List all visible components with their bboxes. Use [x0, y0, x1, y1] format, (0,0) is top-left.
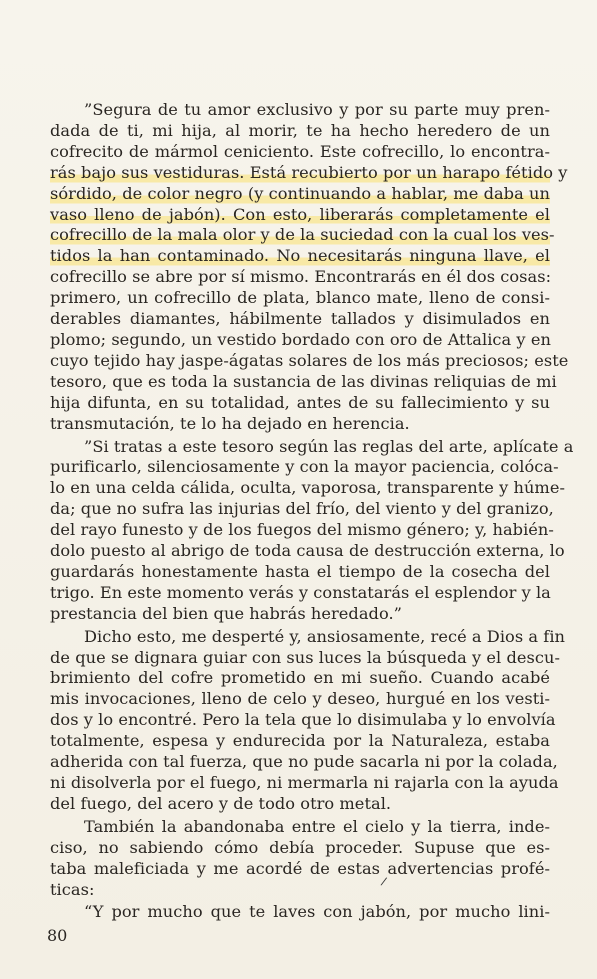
text-line: da; que no sufra las injurias del frío, del viento y del granizo, — [50, 499, 554, 519]
text-line: plomo; segundo, un vestido bordado con oro de Attalica y en — [50, 329, 551, 349]
page-number: 80 — [47, 926, 68, 945]
text-line: cofrecito de mármol ceniciento. Este cofrecillo, lo encontra- — [50, 141, 550, 161]
text-line: totalmente, espesa y endurecida por la Naturaleza, estaba — [50, 731, 550, 751]
body-text — [50, 100, 574, 925]
text-line: primero, un cofrecillo de plata, blanco mate, lleno de consi- — [50, 288, 550, 308]
paragraph-4 — [50, 817, 550, 901]
text-line: También la abandonaba entre el cielo y la tierra, inde- — [84, 816, 550, 836]
text-line: ”Si tratas a este tesoro según las reglas del arte, aplícate a — [84, 436, 574, 456]
text-line: tesoro, que es toda la sustancia de las divinas reliquias de mi — [50, 371, 557, 391]
pen-mark-icon: / — [379, 874, 388, 889]
text-line: dolo puesto al abrigo de toda causa de destrucción externa, lo — [50, 541, 565, 561]
text-line: lo en una celda cálida, oculta, vaporosa, transparente y húme- — [50, 478, 565, 498]
text-line: adherida con tal fuerza, que no pude sacarla ni por la colada, — [50, 752, 558, 772]
paragraph-2 — [50, 436, 574, 625]
text-line: ”Segura de tu amor exclusivo y por su parte muy pren- — [84, 100, 550, 119]
paragraph-5 — [50, 902, 550, 923]
text-line: trigo. En este momento verás y constatarás el esplendor y la — [50, 582, 551, 602]
text-line: brimiento del cofre prometido en mi sueño. Cuando acabé — [50, 668, 550, 688]
text-line: de que se dignara guiar con sus luces la búsqueda y el descu- — [50, 647, 560, 667]
highlighted-line: rás bajo sus vestiduras. Está recubierto por un harapo fétido y — [50, 162, 568, 182]
highlighted-line: sórdido, de color negro (y continuando a hablar, me daba un — [50, 183, 550, 203]
highlighted-line: tidos la han contaminado. No necesitarás ninguna llave, el — [50, 246, 550, 266]
text-line: Dicho esto, me desperté y, ansiosamente, recé a Dios a fin — [84, 626, 566, 646]
highlighted-line: cofrecillo de la mala olor y de la suciedad con la cual los ves- — [50, 225, 555, 245]
text-line: dada de ti, mi hija, al morir, te ha hecho heredero de un — [50, 120, 550, 140]
text-line: dos y lo encontré. Pero la tela que lo disimulaba y lo envolvía — [50, 710, 556, 730]
text-line: ticas: — [50, 879, 95, 899]
text-line: derables diamantes, hábilmente tallados y disimulados en — [50, 309, 550, 329]
text-line: “Y por mucho que te laves con jabón, por mucho lini- — [84, 902, 550, 922]
text-line: purificarlo, silenciosamente y con la mayor paciencia, colóca- — [50, 457, 559, 477]
text-line: taba maleficiada y me acordé de estas advertencias profé- — [50, 858, 550, 878]
text-line: cofrecillo se abre por sí mismo. Encontrarás en él dos cosas: — [50, 267, 552, 287]
text-line: transmutación, te lo ha dejado en herencia. — [50, 413, 410, 433]
text-line: hija difunta, en su totalidad, antes de su fallecimiento y su — [50, 392, 550, 412]
text-line: del rayo funesto y de los fuegos del mismo género; y, habién- — [50, 520, 554, 540]
highlighted-line: vaso lleno de jabón). Con esto, liberarás completamente el — [50, 204, 550, 224]
text-line: guardarás honestamente hasta el tiempo de la cosecha del — [50, 561, 550, 581]
text-line: ciso, no sabiendo cómo debía proceder. Supuse que es- — [50, 837, 550, 857]
paragraph-3 — [50, 626, 566, 815]
text-line: ni disolverla por el fuego, ni mermarla ni rajarla con la ayuda — [50, 773, 559, 792]
text-line: mis invocaciones, lleno de celo y deseo, hurgué en los vesti- — [50, 689, 550, 709]
text-line: cuyo tejido hay jaspe-ágatas solares de los más preciosos; este — [50, 350, 569, 370]
text-line: del fuego, del acero y de todo otro metal. — [50, 793, 392, 813]
paragraph-1 — [50, 100, 569, 435]
text-line: prestancia del bien que habrás heredado.” — [50, 603, 402, 623]
